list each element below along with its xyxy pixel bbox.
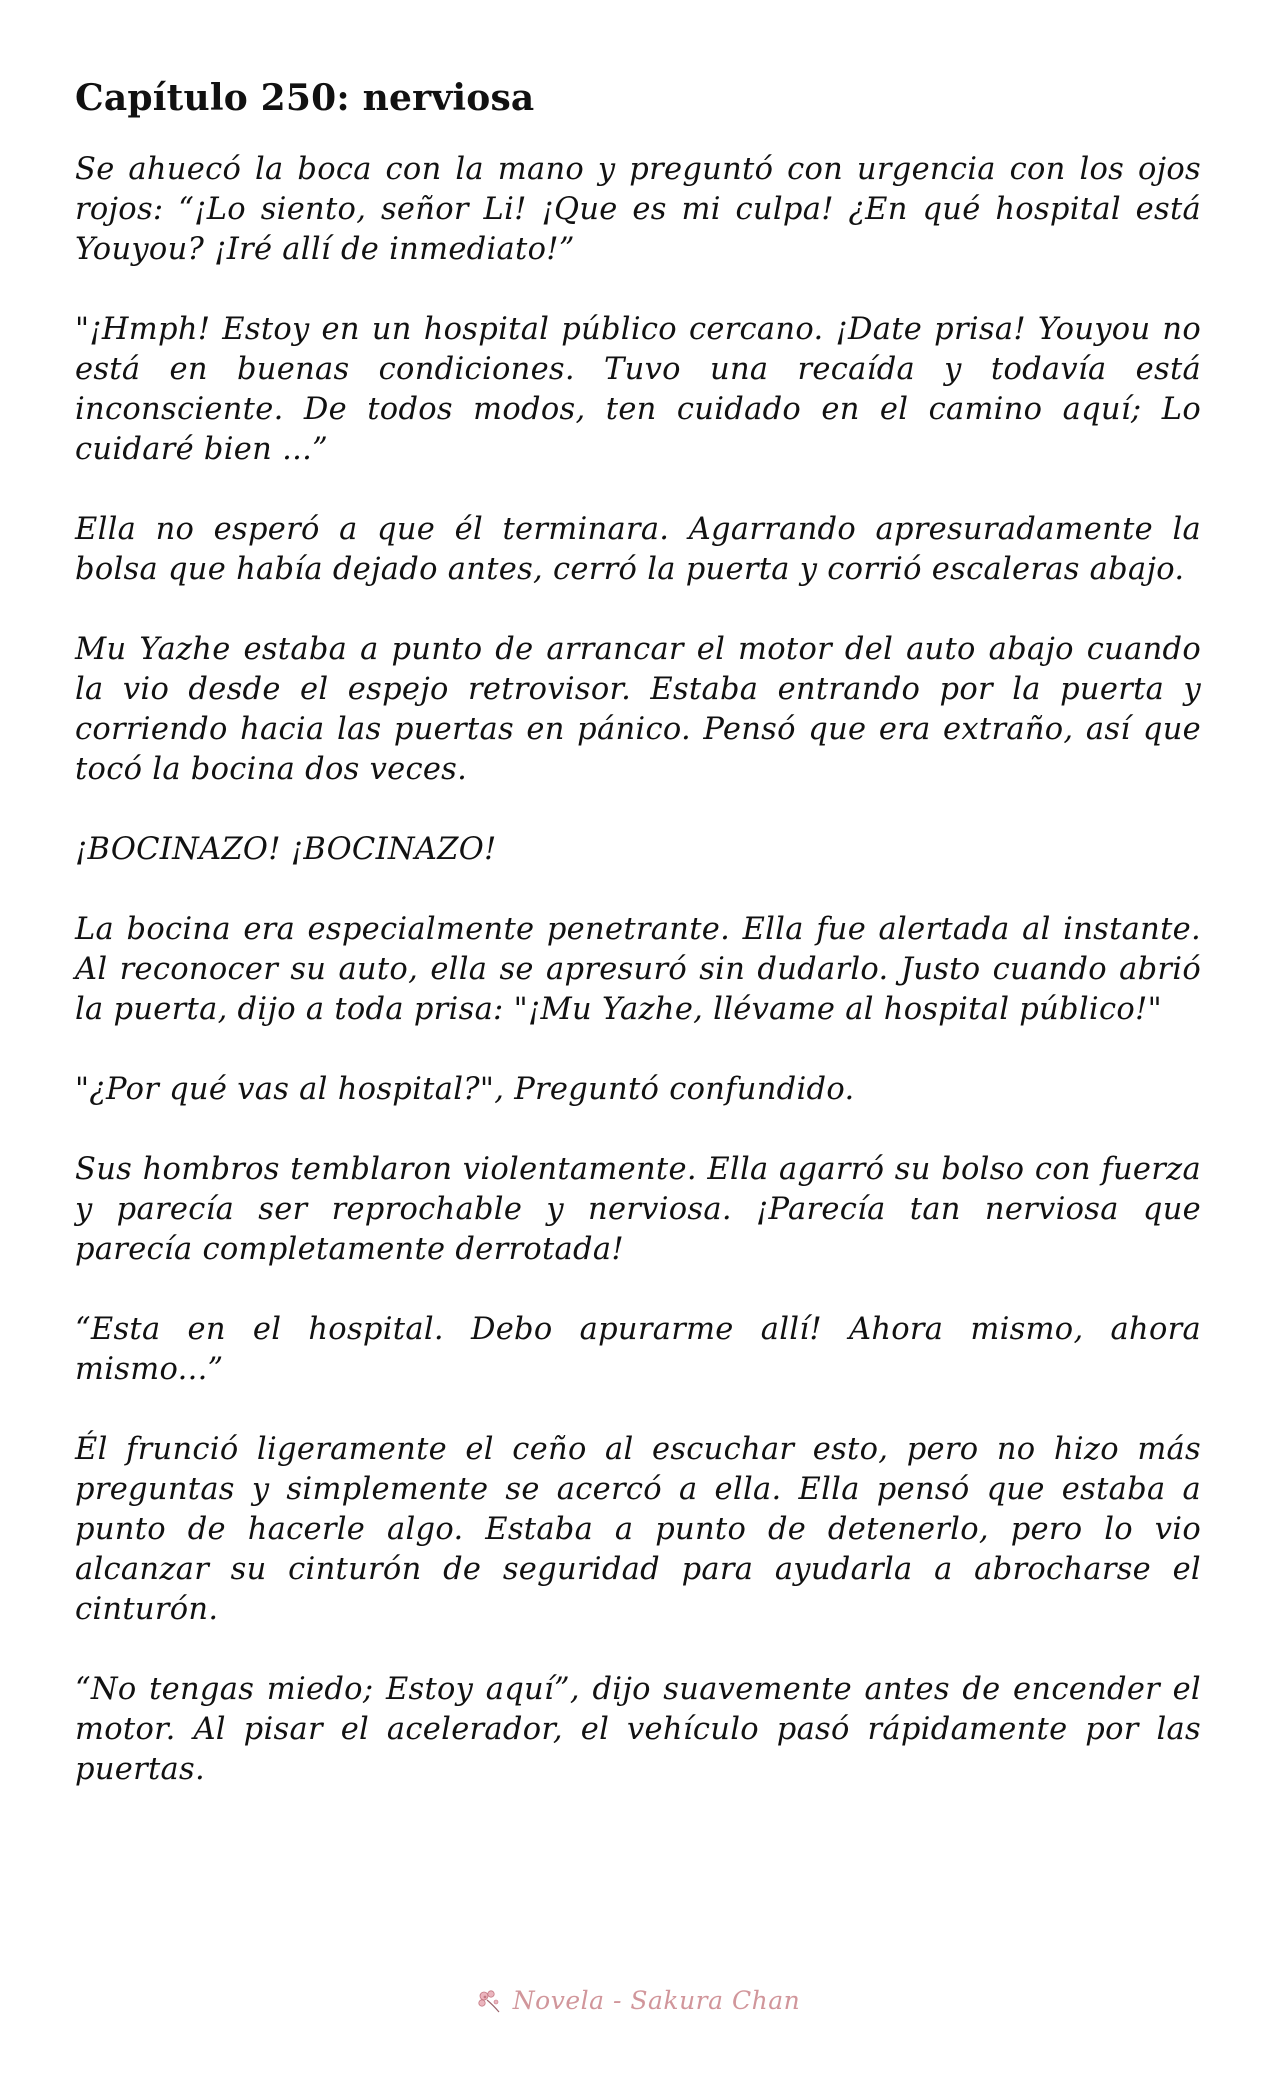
sakura-flower-icon bbox=[475, 1987, 503, 2015]
footer bbox=[0, 1986, 1275, 2015]
watermark-text: Novela - Sakura Chan bbox=[512, 1986, 801, 2015]
watermark-logo bbox=[475, 1986, 800, 2015]
paragraph: Ella no esperó a que él terminara. Agarrando apresuradamente la bolsa que había dejado antes, cerró la puerta y corrió escaleras abajo. bbox=[75, 512, 1201, 587]
chapter-title: Capítulo 250: nerviosa bbox=[75, 77, 535, 119]
paragraph: Mu Yazhe estaba a punto de arrancar el motor del auto abajo cuando la vio desde el espejo retrovisor. Estaba entrando por la puerta y corriendo hacia las puertas en pánico. Pensó que era extraño, así que tocó la bocina dos veces. bbox=[75, 632, 1201, 787]
paragraph: “Esta en el hospital. Debo apurarme allí! Ahora mismo, ahora mismo...” bbox=[75, 1312, 1201, 1387]
paragraph: Se ahuecó la boca con la mano y preguntó con urgencia con los ojos rojos: “¡Lo siento, señor Li! ¡Que es mi culpa! ¿En qué hospital está Youyou? ¡Iré allí de inmediato!” bbox=[75, 152, 1201, 267]
paragraph: “No tengas miedo; Estoy aquí”, dijo suavemente antes de encender el motor. Al pisar el acelerador, el vehículo pasó rápidamente por las puertas. bbox=[75, 1672, 1201, 1787]
paragraph: Él frunció ligeramente el ceño al escuchar esto, pero no hizo más preguntas y simplemente se acercó a ella. Ella pensó que estaba a punto de hacerle algo. Estaba a punto de detenerlo, pero lo vio alcanzar su cinturón de seguridad para ayudarla a abrocharse el cinturón. bbox=[75, 1432, 1201, 1627]
paragraph: Sus hombros temblaron violentamente. Ella agarró su bolso con fuerza y parecía ser reprochable y nerviosa. ¡Parecía tan nerviosa que parecía completamente derrotada! bbox=[75, 1152, 1201, 1267]
paragraph: ¡BOCINAZO! ¡BOCINAZO! bbox=[75, 832, 497, 867]
paragraph: La bocina era especialmente penetrante. Ella fue alertada al instante. Al reconocer su auto, ella se apresuró sin dudarlo. Justo cuando abrió la puerta, dijo a toda prisa: "¡Mu Yazhe, llévame al hospital público!" bbox=[75, 912, 1201, 1027]
chapter-page bbox=[75, 72, 1201, 1830]
paragraph: "¡Hmph! Estoy en un hospital público cercano. ¡Date prisa! Youyou no está en buenas condiciones. Tuvo una recaída y todavía está inconsciente. De todos modos, ten cuidado en el camino aquí; Lo cuidaré bien ...” bbox=[75, 312, 1201, 467]
paragraph: "¿Por qué vas al hospital?", Preguntó confundido. bbox=[75, 1072, 855, 1107]
